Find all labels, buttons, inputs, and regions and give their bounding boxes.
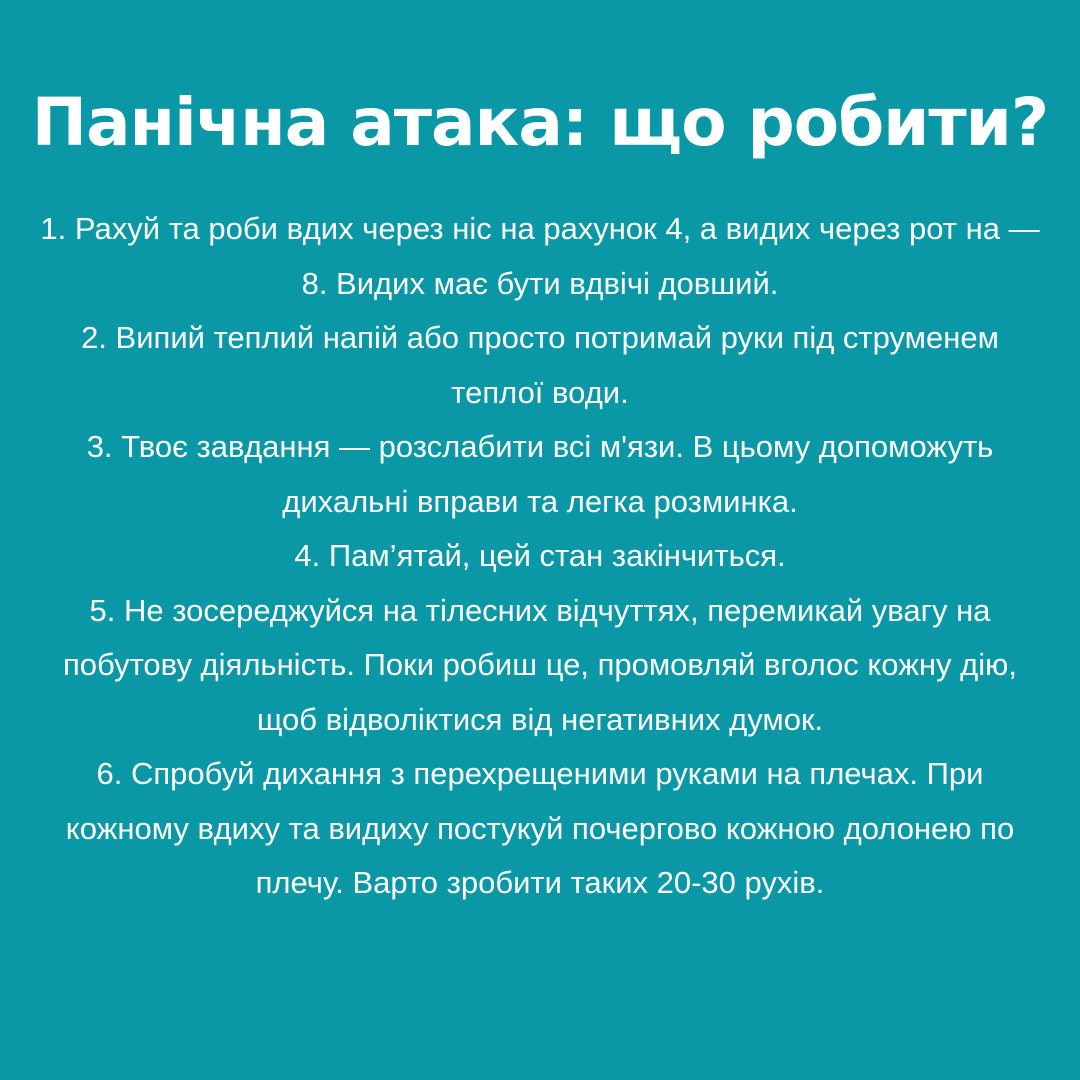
tip-item-3: 3. Твоє завдання — розслабити всі м'язи. В цьому допоможуть дихальні вправи та легка розминка. [86,429,994,519]
tips-list [40,202,1040,911]
tip-item-5: 5. Не зосереджуйся на тілесних відчуттях, перемикай увагу на побутову діяльність. Поки робиш це, промовляй вголос кожну дію, щоб відволіктися від негативних думок. [62,592,1018,737]
tip-item-2: 2. Випий теплий напій або просто потримай руки під струменем теплої води. [81,320,999,410]
page-title: Панічна атака: що робити? [31,84,1049,161]
tip-item-6: 6. Спробуй дихання з перехрещеними руками на плечах. При кожному вдиху та видиху постукуй почергово кожною долонею по плечу. Варто зробити таких 20-30 рухів. [65,756,1015,900]
tip-item-4: 4. Пам’ятай, цей стан закінчиться. [294,538,786,573]
tip-item-1: 1. Рахуй та роби вдих через ніс на рахунок 4, а видих через рот на — 8. Видих має бути вдвічі довший. [40,211,1040,301]
